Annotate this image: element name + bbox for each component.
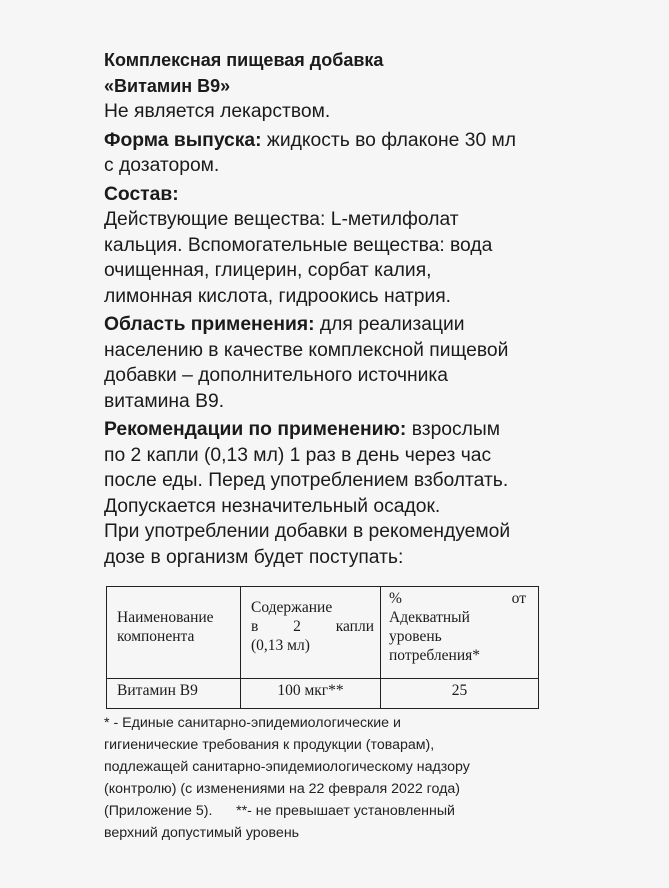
row-percent: 25 bbox=[381, 679, 539, 709]
application-line: витамина В9. bbox=[104, 390, 225, 412]
product-title: Комплексная пищевая добавка «Витамин В9» bbox=[104, 50, 384, 96]
recommendations: Рекомендации по применению: взрослым bbox=[104, 419, 501, 440]
nutrition-table bbox=[106, 586, 539, 709]
recommendations-label: Рекомендации по применению: bbox=[104, 419, 407, 440]
composition-line: очищенная, глицерин, сорбат калия, bbox=[104, 260, 432, 281]
row-name: Витамин В9 bbox=[107, 679, 241, 709]
composition-label: Состав: bbox=[104, 183, 179, 205]
footnote-line: гигиенические требования к продукции (товарам), bbox=[104, 737, 435, 753]
release-form: Форма выпуска: жидкость во флаконе 30 мл bbox=[104, 129, 517, 151]
recommendations-line: по 2 капли (0,13 мл) 1 раз в день через час bbox=[104, 444, 492, 466]
application-line: добавки – дополнительного источника bbox=[104, 365, 448, 386]
row-content: 100 мкг** bbox=[241, 679, 381, 709]
composition-line: лимонная кислота, гидроокись натрия. bbox=[104, 285, 452, 307]
application: Область применения: для реализации bbox=[104, 314, 465, 335]
not-medicine-note: Не является лекарством. bbox=[104, 101, 331, 122]
application-line: населению в качестве комплексной пищевой bbox=[104, 339, 509, 361]
footnote-line: * - Единые санитарно-эпидемиологические и bbox=[104, 715, 401, 731]
header-component: Наименование компонента bbox=[107, 587, 241, 679]
release-form-line2: с дозатором. bbox=[104, 155, 220, 176]
application-label: Область применения: bbox=[104, 314, 315, 335]
release-form-label: Форма выпуска: bbox=[104, 129, 262, 151]
recommendations-line: дозе в организм будет поступать: bbox=[104, 546, 404, 568]
footnote-line: (Приложение 5). **- не превышает установленный bbox=[104, 803, 455, 819]
table-row bbox=[107, 679, 539, 709]
recommendations-line: При употреблении добавки в рекомендуемой bbox=[104, 521, 511, 542]
recommendations-line: после еды. Перед употреблением взболтать. bbox=[104, 470, 509, 491]
footnote-line: (контролю) (с изменениями на 22 февраля 2022 года) bbox=[104, 781, 461, 797]
footnote-line: верхний допустимый уровень bbox=[104, 825, 300, 841]
recommendations-line: Допускается незначительный осадок. bbox=[104, 495, 441, 517]
footnote bbox=[104, 712, 574, 844]
footnote-line: подлежащей санитарно-эпидемиологическому надзору bbox=[104, 759, 470, 775]
header-percent: % от Адекватный уровень потребления* bbox=[381, 587, 539, 679]
table-header-row bbox=[107, 587, 539, 679]
header-content: Содержание в 2 капли (0,13 мл) bbox=[241, 587, 381, 679]
composition-line: Действующие вещества: L-метилфолат bbox=[104, 209, 459, 230]
composition-line: кальция. Вспомогательные вещества: вода bbox=[104, 234, 493, 256]
product-description bbox=[104, 48, 574, 570]
